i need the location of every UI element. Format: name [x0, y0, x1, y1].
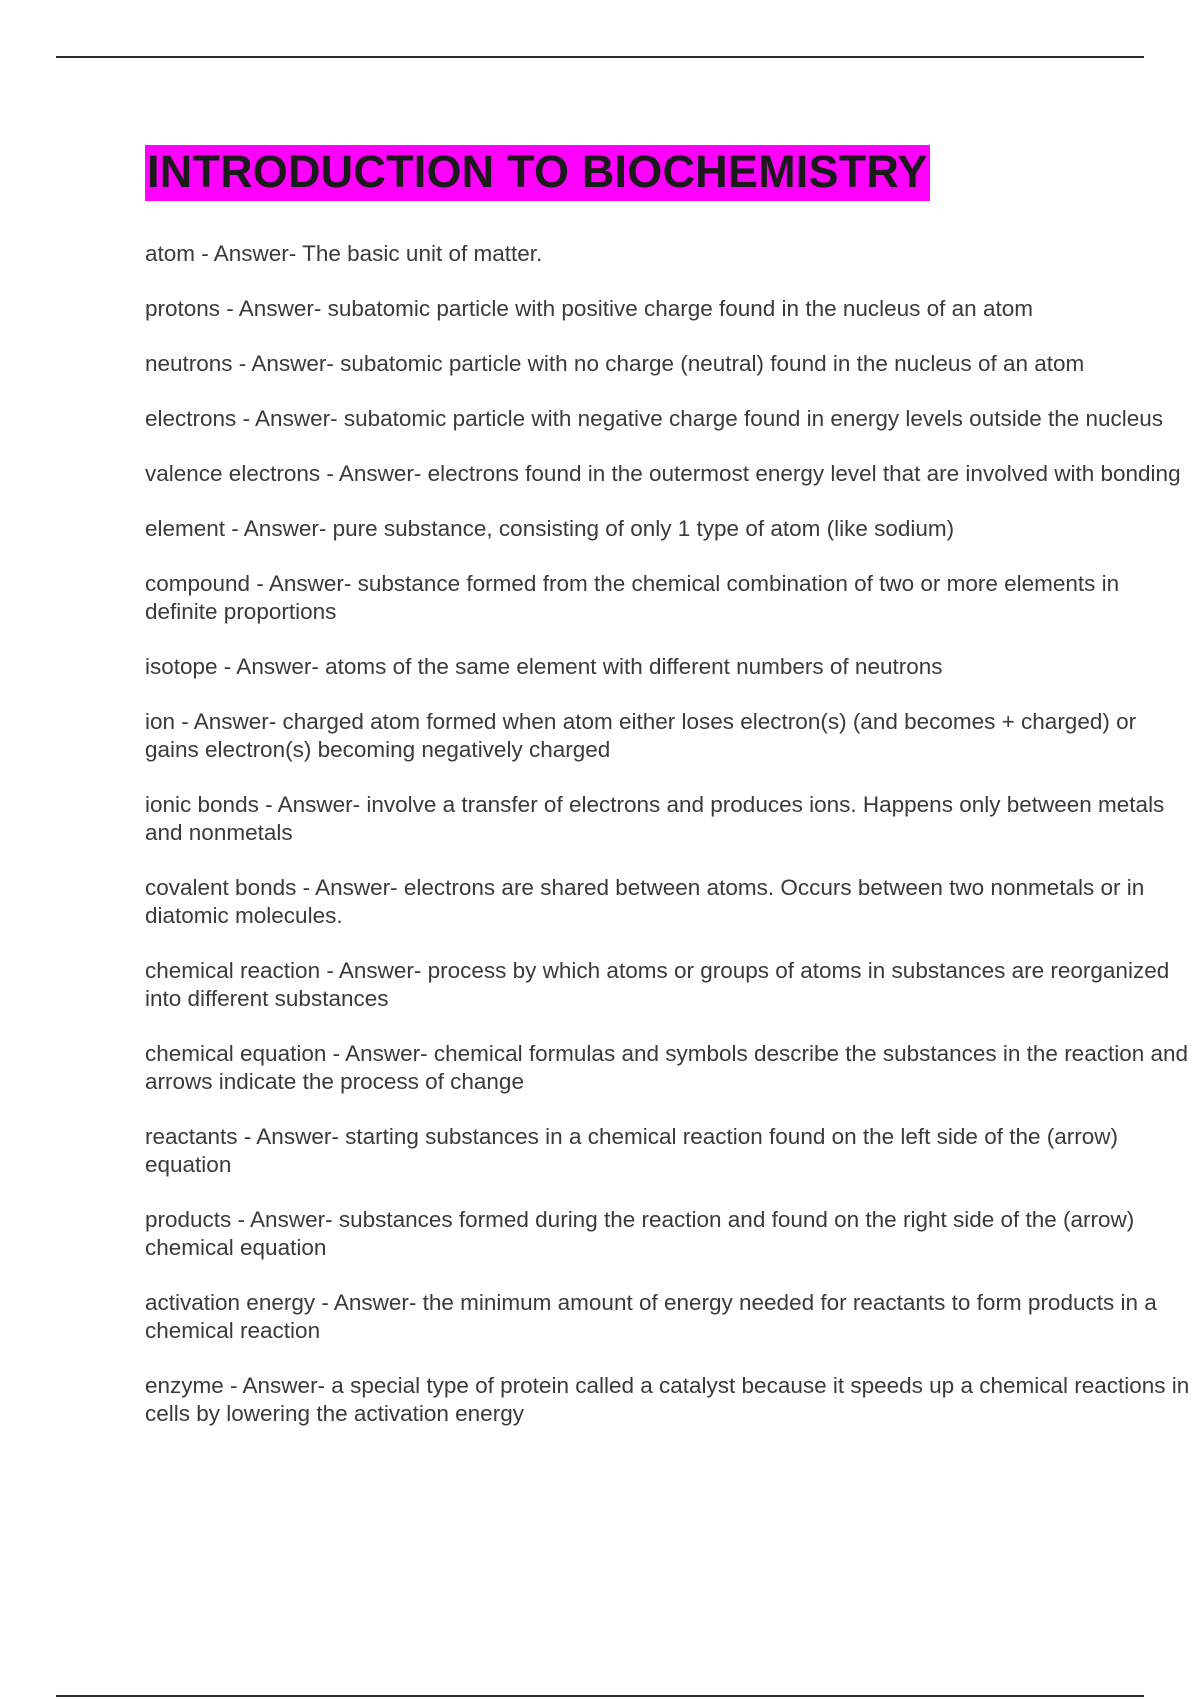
term-entry: electrons - Answer- subatomic particle with negative charge found in energy levels outside the nucleus [145, 406, 1164, 431]
term-entry: ion - Answer- charged atom formed when atom either loses electron(s) (and becomes + charged) or gains electron(s) becoming negatively charged [145, 709, 1137, 762]
term-entry: ionic bonds - Answer- involve a transfer of electrons and produces ions. Happens only between metals and nonmetals [145, 792, 1165, 845]
term-entry: activation energy - Answer- the minimum amount of energy needed for reactants to form products in a chemical reaction [145, 1290, 1157, 1343]
term-entry: isotope - Answer- atoms of the same element with different numbers of neutrons [145, 654, 943, 679]
term-entry: atom - Answer- The basic unit of matter. [145, 241, 543, 266]
page-title: INTRODUCTION TO BIOCHEMISTRY [145, 145, 930, 201]
term-entry: compound - Answer- substance formed from the chemical combination of two or more elements in definite proportions [145, 571, 1120, 624]
term-entry: products - Answer- substances formed during the reaction and found on the right side of the (arrow) chemical equation [145, 1207, 1135, 1260]
term-list [145, 240, 1195, 1428]
term-entry: protons - Answer- subatomic particle with positive charge found in the nucleus of an atom [145, 296, 1033, 321]
term-entry: chemical reaction - Answer- process by which atoms or groups of atoms in substances are reorganized into different substances [145, 958, 1170, 1011]
term-entry: neutrons - Answer- subatomic particle with no charge (neutral) found in the nucleus of an atom [145, 351, 1085, 376]
term-entry: chemical equation - Answer- chemical formulas and symbols describe the substances in the reaction and arrows indicate the process of change [145, 1041, 1189, 1094]
term-entry: covalent bonds - Answer- electrons are shared between atoms. Occurs between two nonmetals or in diatomic molecules. [145, 875, 1145, 928]
term-entry: reactants - Answer- starting substances in a chemical reaction found on the left side of the (arrow) equation [145, 1124, 1118, 1177]
header-rule [56, 56, 1144, 58]
term-entry: element - Answer- pure substance, consisting of only 1 type of atom (like sodium) [145, 516, 955, 541]
term-entry: valence electrons - Answer- electrons found in the outermost energy level that are involved with bonding [145, 461, 1181, 486]
term-entry: enzyme - Answer- a special type of protein called a catalyst because it speeds up a chemical reactions in cells by lowering the activation energy [145, 1373, 1190, 1426]
footer-rule [56, 1695, 1144, 1697]
document-body [145, 145, 1195, 1455]
